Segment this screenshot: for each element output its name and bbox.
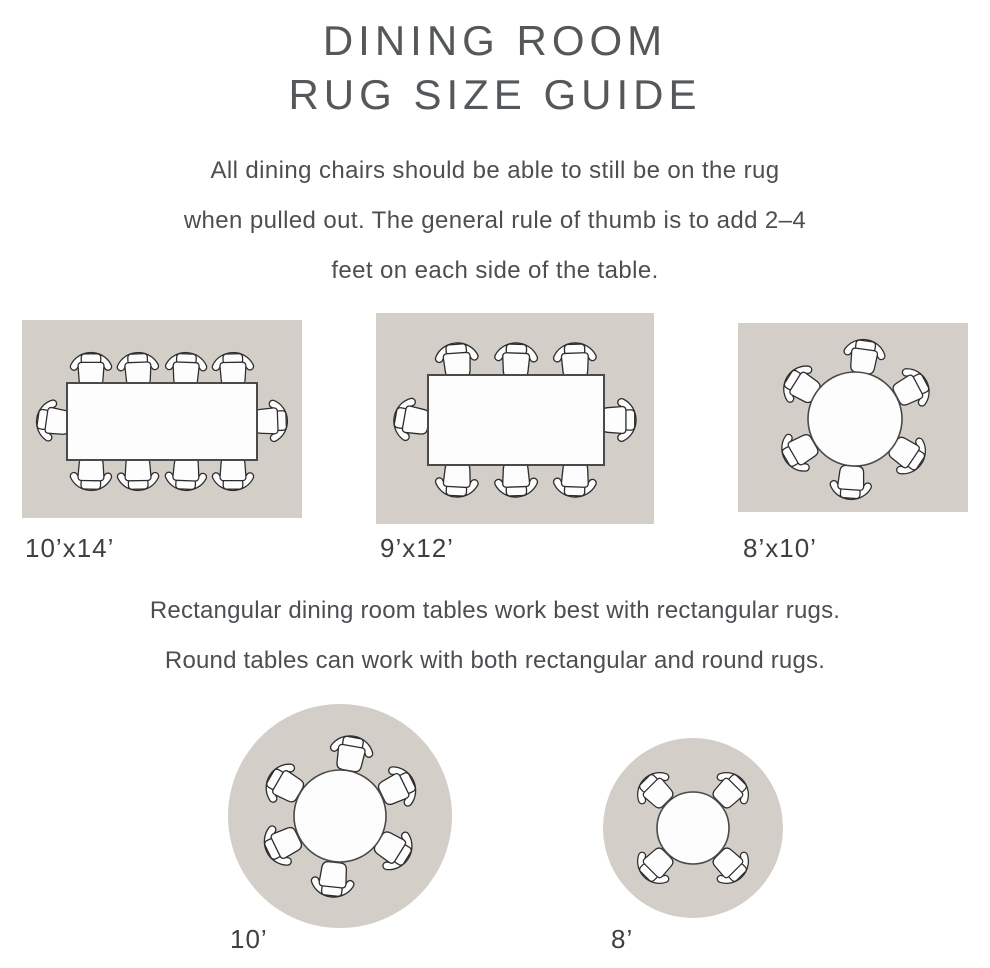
rug-size-label-round-10: 10’ (230, 924, 268, 954)
intro-line: when pulled out. The general rule of thumb is to add 2–4 (183, 207, 807, 234)
shape-advice-text (0, 586, 990, 686)
note-line: Rectangular dining room tables work best with rectangular rugs. (149, 597, 841, 624)
rug-8x10-illustration (738, 323, 968, 512)
note-line: Round tables can work with both rectangular and round rugs. (164, 647, 826, 674)
chair (74, 457, 109, 490)
intro-text (0, 146, 990, 296)
intro-line: All dining chairs should be able to still be on the rug (210, 157, 780, 184)
rug-diagram-round-10 (228, 704, 452, 928)
rug-diagram-8x10 (738, 323, 968, 512)
rug-size-label-10x14: 10’x14’ (25, 533, 115, 563)
dining-table (428, 375, 604, 465)
rug-round-8-illustration (603, 738, 783, 918)
chair (216, 354, 251, 387)
page-title (0, 14, 990, 122)
dining-table (808, 372, 902, 466)
rug-diagram-10x14 (22, 320, 302, 518)
rug-9x12-illustration (376, 313, 654, 524)
dining-table (294, 770, 386, 862)
rug-size-label-8x10: 8’x10’ (743, 533, 817, 563)
rug-round-10-illustration (228, 704, 452, 928)
rug-10x14-illustration (22, 320, 302, 518)
intro-line: feet on each side of the table. (331, 257, 659, 284)
dining-table (67, 383, 257, 460)
chair (216, 457, 250, 489)
chair (601, 402, 634, 437)
rug-diagram-9x12 (376, 313, 654, 524)
rug-diagram-round-8 (603, 738, 783, 918)
rug-size-label-round-8: 8’ (611, 924, 634, 954)
rug-size-label-9x12: 9’x12’ (380, 533, 454, 563)
dining-table (657, 792, 729, 864)
title-line-1: DINING ROOM (322, 17, 668, 64)
chair (74, 354, 108, 386)
chair (121, 457, 156, 490)
title-line-2: RUG SIZE GUIDE (288, 71, 702, 118)
